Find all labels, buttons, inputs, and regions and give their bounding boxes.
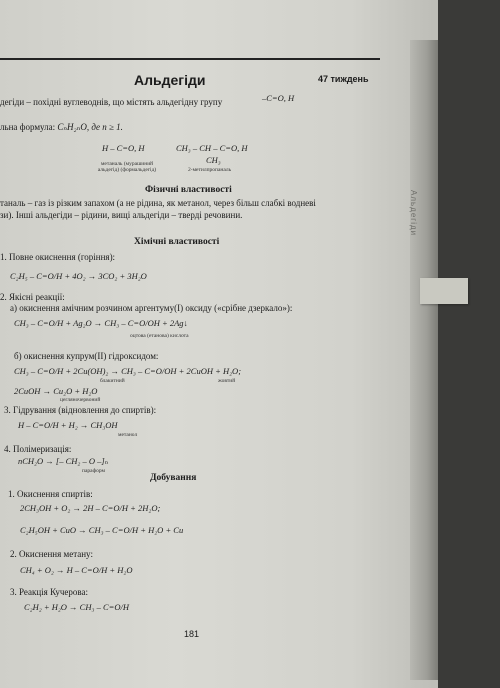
chem-item-2b: б) окиснення купрум(ІІ) гідроксидом: [14, 351, 159, 361]
chem-eq-2c: 2CuOH → Cu₂O + H₂O [14, 386, 98, 396]
chem-eq-2b-note-2: жовтий [218, 378, 236, 384]
obt-eq-3: C₂H₂ + H₂O → CH₃ – C=O/H [24, 602, 129, 612]
obtaining-heading: Добування [150, 473, 197, 483]
chem-item-1: 1. Повне окиснення (горіння): [0, 252, 116, 262]
obt-item-1: 1. Окиснення спиртів: [8, 489, 93, 499]
page-number: 181 [184, 629, 200, 639]
obt-item-3: 3. Реакція Кучерова: [10, 587, 89, 597]
obt-eq-2: CH₄ + O₂ → H – C=O/H + H₂O [20, 565, 133, 575]
chem-eq-2c-note: цегляночервоний [60, 397, 101, 403]
isobutanal-branch: CH₃ [206, 155, 221, 165]
chem-eq-1: C₂H₅ – C=O/H + 4O₂ → 3CO₂ + 3H₂O [10, 271, 147, 281]
general-formula-label: льна формула: CₙH₂ₙO, де n ≥ 1. [0, 122, 123, 132]
paper-tab [420, 278, 468, 304]
obt-eq-1a: 2CH₃OH + O₂ → 2H – C=O/H + 2H₂O; [20, 503, 161, 513]
chem-eq-4: nCH₂O → [– CH₂ – O –]ₙ [18, 456, 109, 466]
chem-eq-2b: CH₃ – C=O/H + 2Cu(OH)₂ → CH₃ – C=O/OH + 2CuOH + H₂O; [14, 366, 242, 376]
chem-eq-4-note: параформ [82, 468, 106, 474]
methanal-formula: H – C=O, H [102, 143, 145, 153]
chem-eq-2b-note-1: блакитний [100, 378, 125, 384]
chem-eq-3: H – C=O/H + H₂ → CH₃OH [18, 420, 118, 430]
physical-heading: Фізичні властивості [145, 185, 232, 195]
isobutanal-name: 2-метилпропаналь [188, 167, 232, 173]
isobutanal-formula: CH₃ – CH – C=O, H [176, 143, 248, 153]
spine-label: Альдегіди [409, 190, 418, 237]
book-spine [410, 40, 438, 680]
page-title: Альдегіди [134, 72, 206, 88]
chemical-heading: Хімічні властивості [134, 237, 220, 247]
physical-line-1: таналь – газ із різким запахом (а не рідина, як метанол, через більш слабкі водневі [0, 198, 316, 208]
physical-line-2: зи). Інші альдегіди – рідини, вищі альдегіди – тверді речовини. [0, 210, 243, 220]
aldehyde-group-formula: –C=O, H [262, 93, 295, 103]
chem-item-4: 4. Полімеризація: [4, 444, 72, 454]
definition-text: дегіди – похідні вуглеводнів, що містять альдегідну групу [0, 97, 223, 107]
chem-item-3: 3. Гідрування (відновлення до спиртів): [4, 405, 157, 415]
chem-item-2: 2. Якісні реакції: [0, 292, 65, 302]
chem-eq-2a: CH₃ – C=O/H + Ag₂O → CH₃ – C=O/OH + 2Ag↓ [14, 318, 188, 328]
obt-item-2: 2. Окиснення метану: [10, 549, 93, 559]
week-label: 47 тиждень [318, 74, 369, 84]
header-rule [0, 58, 380, 60]
obt-eq-1b: C₂H₅OH + CuO → CH₃ – C=O/H + H₂O + Cu [20, 525, 184, 535]
chem-item-2a: а) окиснення амічним розчином аргентуму(І) оксиду («срібне дзеркало»): [10, 303, 293, 313]
methanal-name: метаналь (мурашиний альдегід) (формальдегід) [97, 161, 157, 173]
chem-eq-2a-note: оцтова (етанова) кислота [130, 333, 189, 339]
chem-eq-3-note: метанол [118, 432, 138, 438]
